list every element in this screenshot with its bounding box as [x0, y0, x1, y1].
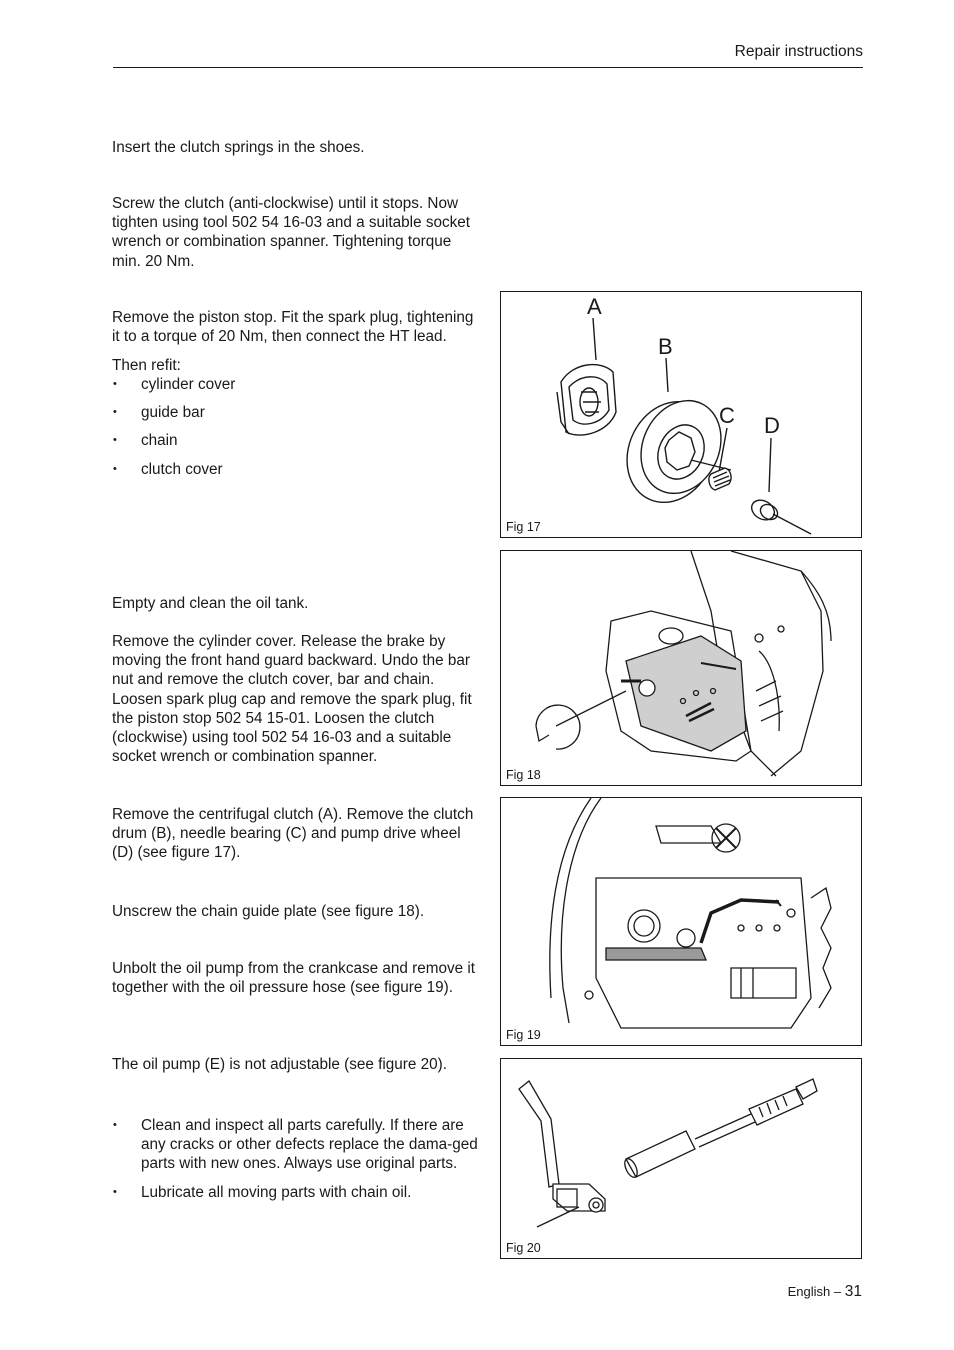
callout-d: D — [764, 413, 780, 438]
oil-pump-part-drawing — [501, 1059, 863, 1260]
paragraph-oil-pump-adjust: The oil pump (E) is not adjustable (see figure 20). — [112, 1056, 448, 1073]
figure-20 — [500, 1058, 862, 1259]
footer-language: English – — [787, 1284, 842, 1299]
inspection-list — [112, 1116, 482, 1202]
refit-list — [112, 375, 482, 479]
figure-caption: Fig 17 — [506, 520, 541, 534]
callout-c: C — [719, 403, 735, 428]
paragraph-chain-guide-plate: Unscrew the chain guide plate (see figure 18). — [112, 903, 425, 920]
figure-17 — [500, 291, 862, 538]
list-item: • cylinder cover — [112, 375, 482, 394]
paragraph-then-refit: Then refit: — [112, 357, 181, 374]
page-footer — [788, 1283, 862, 1301]
oil-pump-mounting-drawing — [501, 798, 863, 1047]
figure-18 — [500, 550, 862, 786]
header-title: Repair instructions — [734, 43, 863, 60]
paragraph-clutch-springs: Insert the clutch springs in the shoes. — [112, 139, 365, 156]
paragraph-oil-pump: Unbolt the oil pump from the crankcase and remove it together with the oil pressure hose (see figure 19). — [112, 960, 476, 997]
paragraph-screw-clutch: Screw the clutch (anti-clockwise) until it stops. Now tighten using tool 502 54 16-03 and a suitable socket wrench or combination spanner. Tightening torque min. 20 Nm. — [112, 195, 471, 270]
paragraph-remove-cylinder-cover: Remove the cylinder cover. Release the brake by moving the front hand guard backward. Undo the bar nut and remove the clutch cover, bar and chain. Loosen spark plug cap and remove the spark plug, fit the piston stop 502 54 15-01. Loosen the clutch (clockwise) using tool 502 54 16-03 and a suitable socket wrench or combination spanner. — [112, 633, 472, 766]
paragraph-oil-tank: Empty and clean the oil tank. — [112, 595, 309, 612]
figure-19 — [500, 797, 862, 1046]
figure-caption: Fig 20 — [506, 1241, 541, 1255]
list-item: • clutch cover — [112, 460, 482, 479]
list-item: • Clean and inspect all parts carefully. If there are any cracks or other defects replace the dama-ged parts with new ones. Always use original parts. — [112, 1116, 482, 1174]
figure-caption: Fig 19 — [506, 1028, 541, 1042]
page-number: 31 — [844, 1283, 862, 1300]
paragraph-centrifugal-clutch: Remove the centrifugal clutch (A). Remove the clutch drum (B), needle bearing (C) and pump drive wheel (D) (see figure 17). — [112, 806, 474, 862]
chain-guide-plate-drawing — [501, 551, 863, 787]
list-item: • chain — [112, 431, 482, 450]
page-header — [113, 43, 863, 68]
list-item: • guide bar — [112, 403, 482, 422]
callout-b: B — [658, 334, 673, 359]
list-item: • Lubricate all moving parts with chain oil. — [112, 1183, 482, 1202]
callout-a: A — [587, 294, 602, 319]
figure-caption: Fig 18 — [506, 768, 541, 782]
clutch-exploded-drawing — [501, 292, 863, 539]
paragraph-piston-stop: Remove the piston stop. Fit the spark plug, tightening it to a torque of 20 Nm, then connect the HT lead. — [112, 309, 474, 346]
